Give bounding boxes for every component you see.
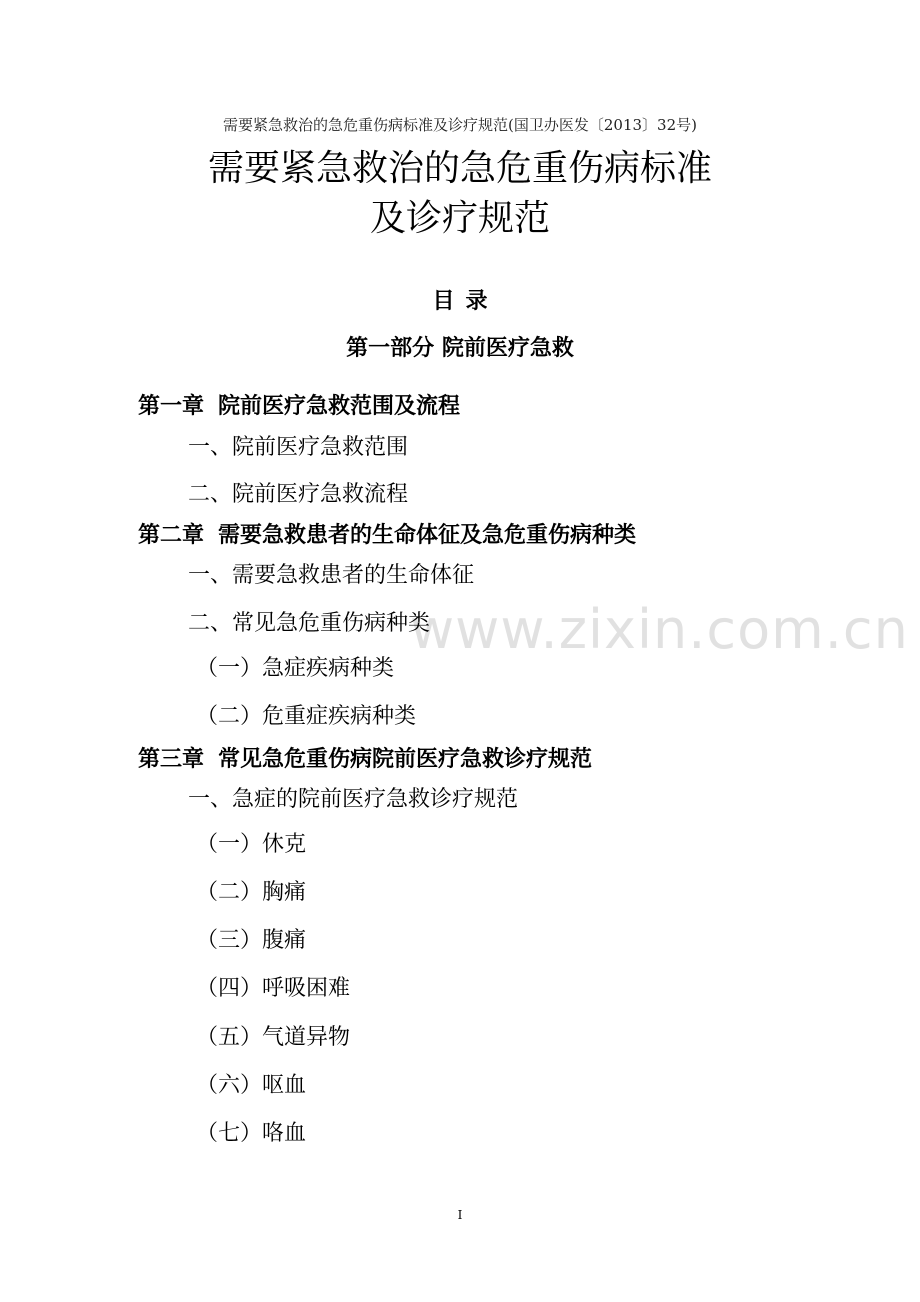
toc-section[interactable]: 一、需要急救患者的生命体征 — [188, 563, 475, 588]
toc-heading: 目录 — [432, 289, 499, 314]
subsection-text: 急症疾病种类 — [262, 656, 395, 681]
watermark: www.zixin.com.cn — [410, 598, 909, 661]
subsection-number: （六） — [196, 1073, 263, 1098]
toc-subsection[interactable] — [196, 926, 306, 956]
toc-subsection[interactable] — [196, 1119, 306, 1149]
chapter-title: 需要急救患者的生命体征及急危重伤病种类 — [218, 523, 637, 548]
subsection-text: 呕血 — [262, 1073, 307, 1098]
subsection-text: 气道异物 — [262, 1025, 351, 1050]
subsection-number: （三） — [196, 928, 263, 953]
toc-subsection[interactable] — [196, 974, 350, 1004]
subsection-number: （五） — [196, 1025, 263, 1050]
toc-chapter-2[interactable] — [138, 521, 636, 551]
toc-subsection[interactable] — [196, 1023, 350, 1053]
toc-section[interactable]: 一、院前医疗急救范围 — [188, 435, 409, 460]
chapter-title: 院前医疗急救范围及流程 — [218, 394, 461, 419]
subsection-text: 休克 — [262, 832, 307, 857]
toc-section[interactable]: 二、院前医疗急救流程 — [188, 482, 409, 507]
subsection-number: （一） — [196, 832, 263, 857]
chapter-label: 第二章 — [138, 523, 205, 548]
running-header: 需要紧急救治的急危重伤病标准及诊疗规范(国卫办医发〔2013〕32号) — [223, 116, 697, 134]
subsection-number: （一） — [196, 656, 263, 681]
toc-subsection[interactable] — [196, 702, 416, 732]
chapter-title: 常见急危重伤病院前医疗急救诊疗规范 — [218, 747, 593, 772]
document-title-line1: 需要紧急救治的急危重伤病标准 — [207, 148, 712, 189]
subsection-number: （七） — [196, 1121, 263, 1146]
subsection-number: （二） — [196, 704, 263, 729]
subsection-text: 胸痛 — [262, 880, 307, 905]
document-title-line2: 及诊疗规范 — [369, 198, 550, 239]
subsection-text: 呼吸困难 — [262, 976, 351, 1001]
subsection-number: （二） — [196, 880, 263, 905]
toc-subsection[interactable] — [196, 654, 394, 684]
subsection-text: 咯血 — [262, 1121, 307, 1146]
subsection-number: （四） — [196, 976, 263, 1001]
toc-chapter-3[interactable] — [138, 745, 592, 775]
toc-subsection[interactable] — [196, 830, 306, 860]
subsection-text: 腹痛 — [262, 928, 307, 953]
toc-chapter-1[interactable] — [138, 392, 460, 422]
page-number: I — [457, 1208, 463, 1222]
toc-section[interactable]: 二、常见急危重伤病种类 — [188, 611, 431, 636]
subsection-text: 危重症疾病种类 — [262, 704, 417, 729]
chapter-label: 第三章 — [138, 747, 205, 772]
toc-section[interactable]: 一、急症的院前医疗急救诊疗规范 — [188, 787, 519, 812]
toc-subsection[interactable] — [196, 878, 306, 908]
chapter-label: 第一章 — [138, 394, 205, 419]
part-heading: 第一部分 院前医疗急救 — [346, 336, 574, 361]
toc-subsection[interactable] — [196, 1071, 306, 1101]
